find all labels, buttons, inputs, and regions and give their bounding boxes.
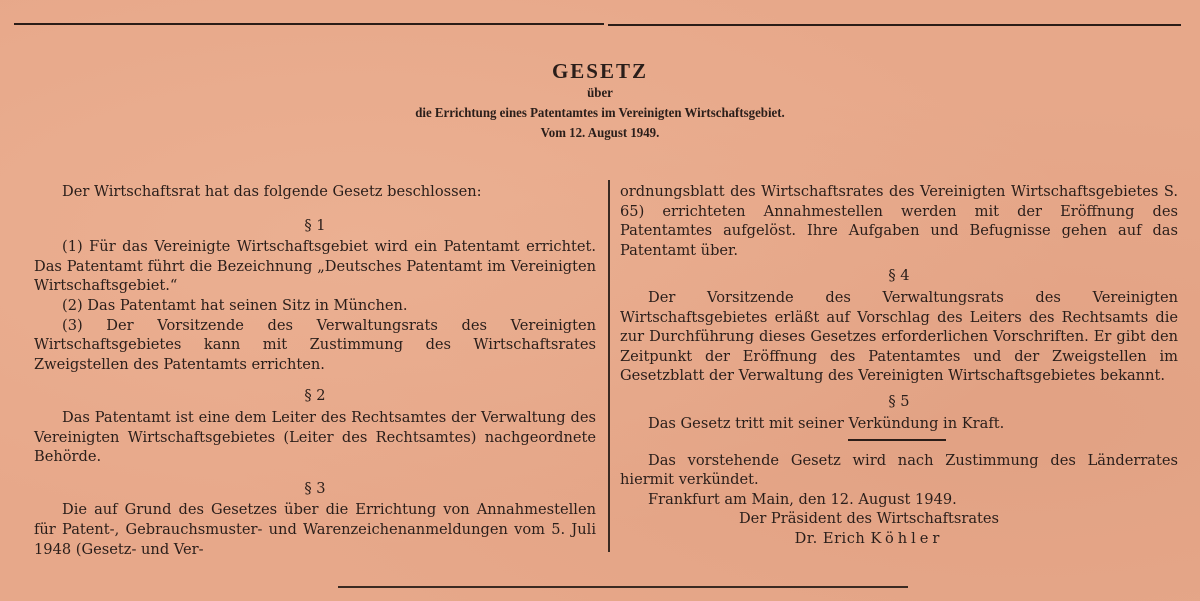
intro-text: Der Wirtschaftsrat hat das folgende Gesetz beschlossen: <box>62 183 482 200</box>
section-2-heading: § 2 <box>304 387 326 405</box>
signatory-name <box>620 529 1178 549</box>
place-and-date: Frankfurt am Main, den 12. August 1949. <box>648 490 957 508</box>
signatory-surname: Köhler <box>870 530 944 547</box>
section-5-para-1: Das Gesetz tritt mit seiner Verkündung in Kraft. <box>648 414 1005 432</box>
signatory-title: Der Präsident des Wirtschaftsrates <box>738 510 1000 528</box>
section-1-para-2: (2) Das Patentamt hat seinen Sitz in München. <box>62 296 408 314</box>
bottom-rule <box>338 586 908 588</box>
section-1-para-1: (1) Für das Vereinigte Wirtschaftsgebiet wird ein Patentamt errichtet. Das Patentamt führt die Bezeichnung „Deutsches Patentamt im Vereinigten Wirtschaftsgebiet.“ <box>34 238 596 295</box>
section-3-para-1-start: Die auf Grund des Gesetzes über die Errichtung von Annahmestellen für Patent-, Gebrauchsmuster- und Warenzeichenanmeldungen vom 5. Juli 1948 (Gesetz- und Ver- <box>34 501 596 558</box>
section-1-para-3: (3) Der Vorsitzende des Verwaltungsrats des Vereinigten Wirtschaftsgebietes kann mit Zustimmung des Wirtschaftsrates Zweigstellen des Patentamts errichten. <box>34 316 596 373</box>
law-header <box>0 58 1200 144</box>
law-date: Vom 12. August 1949. <box>540 126 660 141</box>
section-2-para-1: Das Patentamt ist eine dem Leiter des Rechtsamtes der Verwaltung des Vereinigten Wirtschaftsgebietes (Leiter des Rechtsamtes) nachgeordnete Behörde. <box>34 408 596 466</box>
signatory-prefix: Dr. Erich <box>794 530 866 547</box>
section-3-para-1-continued: ordnungsblatt des Wirtschaftsrates des Vereinigten Wirtschaftsgebietes S. 65) errichteten Annahmestellen werden mit der Eröffnung des Patentamtes aufgelöst. Ihre Aufgaben und Befugnisse gehen auf das Patentamt über. <box>620 183 1178 259</box>
section-1-heading: § 1 <box>304 216 326 234</box>
top-rule-right <box>608 24 1181 26</box>
law-title: GESETZ <box>551 59 649 83</box>
closing-rule <box>848 439 946 441</box>
section-5-heading: § 5 <box>888 392 910 410</box>
left-column <box>34 182 596 559</box>
promulgation-text: Das vorstehende Gesetz wird nach Zustimmung des Länderrates hiermit verkündet. <box>620 451 1178 489</box>
law-subtitle-ueber: über <box>587 86 613 101</box>
section-3-heading: § 3 <box>304 479 326 497</box>
right-column <box>620 182 1178 549</box>
top-rule-left <box>14 23 604 25</box>
section-4-heading: § 4 <box>888 267 910 285</box>
section-4-para-1: Der Vorsitzende des Verwaltungsrats des Vereinigten Wirtschaftsgebietes erläßt auf Vorschlag des Leiters des Rechtsamts die zur Durchführung dieses Gesetzes erforderlichen Vorschriften. Er gibt den Zeitpunkt der Eröffnung des Patentamtes und der Zweigstellen im Gesetzblatt der Verwaltung des Vereinigten Wirtschaftsgebietes bekannt. <box>620 288 1178 385</box>
law-subtitle-subject: die Errichtung eines Patentamtes im Vereinigten Wirtschaftsgebiet. <box>415 106 785 121</box>
column-divider <box>608 180 610 552</box>
